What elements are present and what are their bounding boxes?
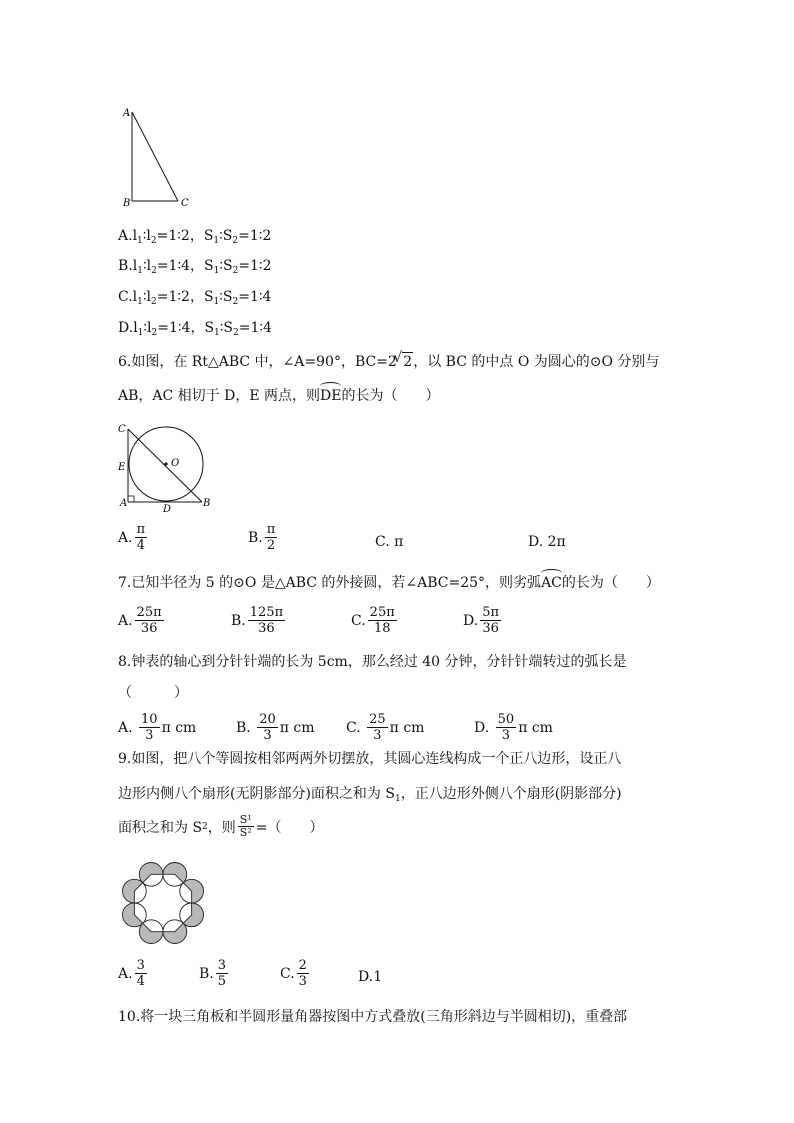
q8-paren: （ ）: [118, 685, 188, 701]
q8-option-d: D. $\frac{50}{3}$ π cm: [474, 712, 553, 743]
q5-option-a: $A.l_1∶l_2=1∶2$，$S_1∶S_2=1∶2$: [118, 228, 272, 246]
vertex-label-a: A: [123, 108, 131, 119]
q7-option-a: A. $\frac{25\pi}{36}$: [118, 605, 162, 636]
circle-triangle-figure: [116, 420, 216, 515]
label-b: B: [203, 498, 211, 509]
label-e: E: [118, 462, 126, 473]
q8-option-b: B. $\frac{20}{3}$ π cm: [236, 712, 315, 743]
q10-text: 10.将一块三角板和半圆形量角器按图中方式叠放(三角形斜边与半圆相切)，重叠部: [118, 1009, 628, 1025]
q9-option-b: B. $\frac{3}{5}$: [199, 958, 227, 989]
q7-option-b: B. $\frac{125\pi}{36}$: [231, 605, 284, 636]
label-c: C: [118, 424, 126, 435]
vertex-label-b: B: [123, 198, 131, 209]
q8-text: 8.钟表的轴心到分针针端的长为 5cm，那么经过 40 分钟，分针针端转过的弧长是: [118, 654, 627, 670]
q5-option-b: $B.l_1∶l_2=1∶4$，$S_1∶S_2=1∶2$: [118, 258, 272, 276]
q8-option-a: A. $\frac{10}{3}$ π cm: [118, 712, 197, 743]
q5-option-d: $D.l_1∶l_2=1∶4$，$S_1∶S_2=1∶4$: [118, 320, 272, 338]
q7-option-c: C. $\frac{25\pi}{18}$: [351, 605, 395, 636]
arc-de: DE: [320, 388, 342, 404]
q6-option-c: C. π: [375, 534, 404, 550]
arc-ac: AC: [541, 575, 562, 591]
q6-option-d: D. 2π: [528, 534, 566, 550]
q9-option-a: A. $\frac{3}{4}$: [118, 958, 145, 989]
triangle-figure: [118, 104, 198, 210]
q9-option-c: C. $\frac{2}{3}$: [280, 958, 307, 989]
label-o: O: [171, 458, 180, 469]
q6-line-2: AB，AC 相切于 D，E 两点，则DE的长为（ ）: [118, 388, 440, 404]
label-d: D: [163, 504, 172, 515]
label-a: A: [120, 498, 128, 509]
q6-line-1: 6.如图，在 Rt△ABC 中，∠A=90°，BC=2 √ 2，以 BC 的中点 O 为圆心的⊙O 分别与: [118, 352, 659, 371]
q7-text: 7.已知半径为 5 的⊙O 是△ABC 的外接圆，若∠ABC=25°，则劣弧AC的长为（ ）: [118, 575, 660, 591]
q8-option-c: C. $\frac{25}{3}$ π cm: [346, 712, 425, 743]
q9-line-3: 面积之和为 S 2 ，则 $\frac{\text{S¹}}{\text{S²}}$ =（ ）: [118, 813, 324, 839]
q9-option-d: D. 1: [358, 969, 383, 985]
vertex-label-c: C: [181, 198, 189, 209]
q9-line-1: 9.如图，把八个等圆按相邻两两外切摆放，其圆心连线构成一个正八边形，设正八: [118, 751, 622, 767]
q6-option-b: B. $\frac{\pi}{2}$: [248, 522, 276, 553]
q6-option-a: A. $\frac{\pi}{4}$: [118, 522, 146, 553]
q7-option-d: D. $\frac{5\pi}{36}$: [463, 605, 500, 636]
q9-line-2: 边形内侧八个扇形(无阴影部分)面积之和为 $S_1$，正八边形外侧八个扇形(阴影部分): [118, 786, 622, 804]
eight-circles-figure: [120, 860, 206, 946]
q5-option-c: $C.l_1∶l_2=1∶2$，$S_1∶S_2=1∶4$: [118, 289, 272, 307]
